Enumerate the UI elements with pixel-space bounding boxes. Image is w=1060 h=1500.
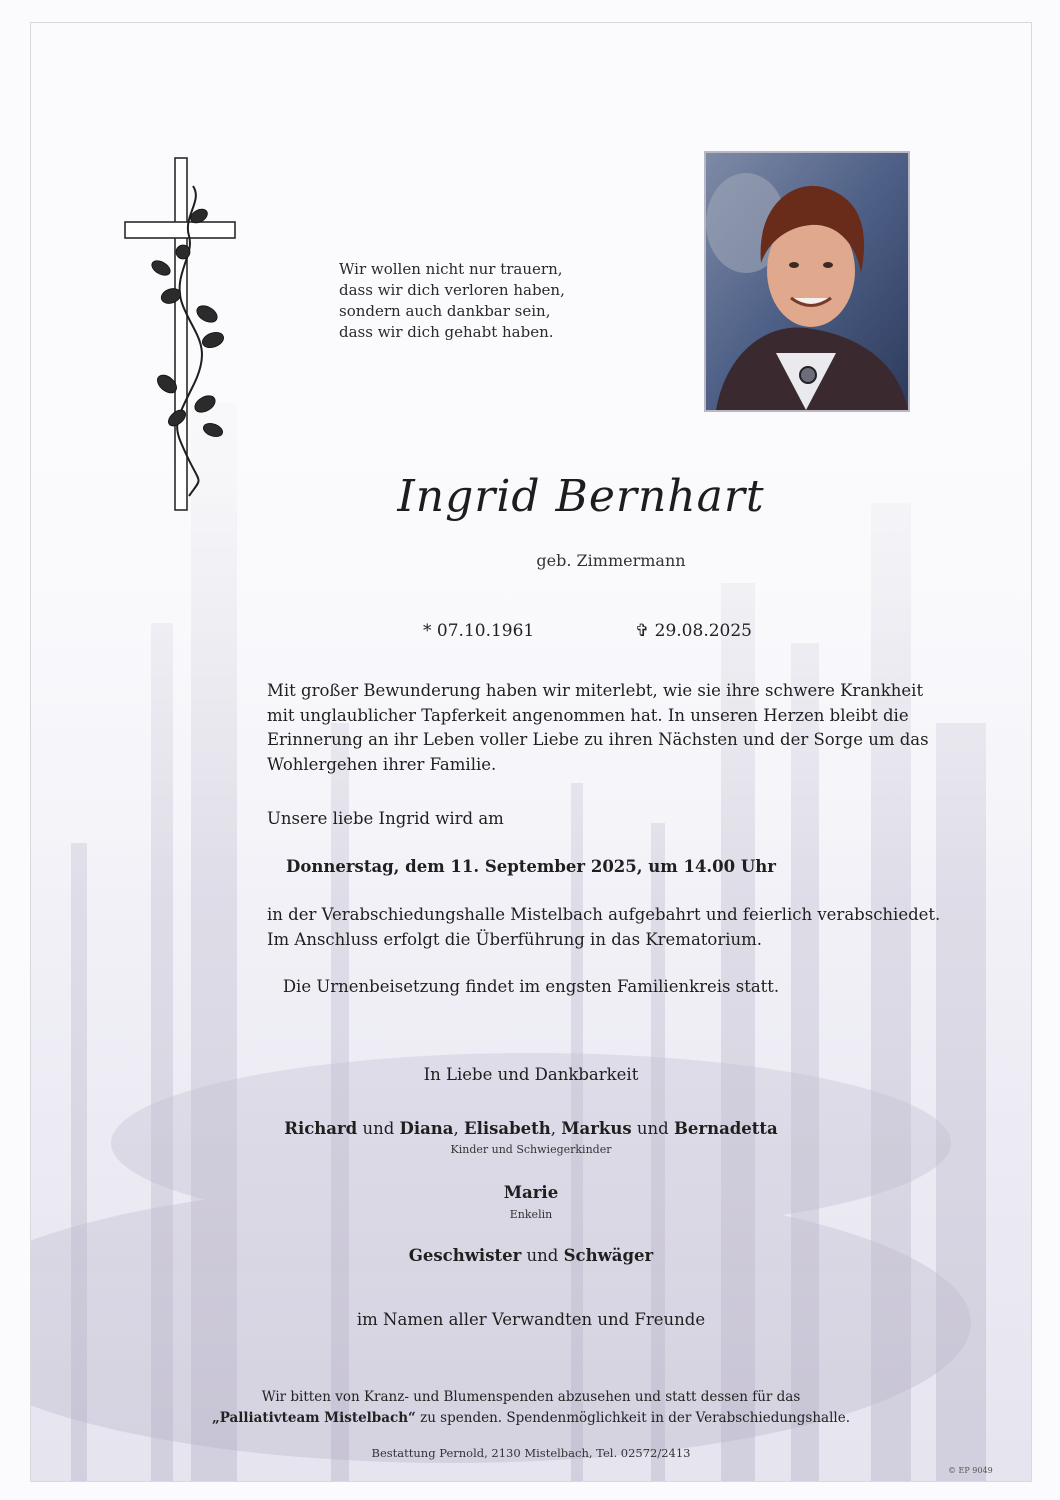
portrait-image [706, 153, 908, 410]
grandchild-name: Marie [503, 1183, 559, 1202]
conjunction: und [631, 1119, 674, 1138]
quote-line: dass wir dich verloren haben, [339, 281, 565, 299]
tribute-line: Mit großer Bewunderung haben wir miterlebt, wie sie ihre schwere Krankheit [267, 681, 924, 700]
mourner-name: Geschwister [408, 1246, 522, 1265]
urn-burial-note: Die Urnenbeisetzung findet im engsten Familienkreis statt. [282, 977, 780, 996]
siblings-line [281, 1246, 781, 1265]
separator: , [453, 1119, 464, 1138]
tribute-line: mit unglaublicher Tapferkeit angenommen hat. In unseren Herzen bleibt die [267, 705, 909, 725]
card-frame [30, 22, 1032, 1482]
donation-rest: zu spenden. Spendenmöglichkeit in der Verabschiedungshalle. [415, 1410, 850, 1426]
death-date: ✞ 29.08.2025 [635, 621, 752, 641]
quote-line: dass wir dich gehabt haben. [339, 323, 554, 341]
separator: , [550, 1119, 562, 1138]
mourner-name: Elisabeth [464, 1119, 551, 1138]
children-role: Kinder und Schwiegerkinder [450, 1143, 612, 1156]
tribute-paragraph [267, 679, 929, 777]
relatives-friends: im Namen aller Verwandten und Freunde [356, 1310, 706, 1329]
ceremony-datetime: Donnerstag, dem 11. September 2025, um 14.00 Uhr [286, 857, 776, 876]
mourner-name: Markus [561, 1119, 632, 1138]
deceased-name: Ingrid Bernhart [397, 471, 765, 522]
closing-words: In Liebe und Dankbarkeit [423, 1065, 639, 1084]
mourner-name: Richard [284, 1119, 358, 1138]
donation-recipient [181, 1410, 881, 1426]
tribute-line: Erinnerung an ihr Leben voller Liebe zu ihren Nächsten und der Sorge um das [267, 730, 929, 749]
ceremony-location: in der Verabschiedungshalle Mistelbach aufgebahrt und feierlich verabschiedet. [267, 905, 941, 924]
maiden-name: geb. Zimmermann [536, 551, 686, 570]
tribute-line: Wohlergehen ihrer Familie. [267, 754, 497, 774]
mourner-name: Schwäger [563, 1246, 654, 1265]
cross-icon [123, 156, 243, 516]
memorial-quote [339, 259, 629, 343]
grandchild-role: Enkelin [509, 1208, 553, 1221]
funeral-home-imprint: Bestattung Pernold, 2130 Mistelbach, Tel. 02572/2413 [371, 1446, 691, 1460]
print-code: © EP 9049 [948, 1466, 993, 1475]
ceremony-transfer: Im Anschluss erfolgt die Überführung in das Krematorium. [267, 930, 763, 949]
conjunction: und [357, 1119, 400, 1138]
portrait-photo [704, 151, 910, 412]
donation-org: „Palliativteam Mistelbach“ [211, 1410, 416, 1426]
mourner-name: Diana [399, 1119, 454, 1138]
ceremony-intro: Unsere liebe Ingrid wird am [267, 809, 504, 828]
donation-note: Wir bitten von Kranz- und Blumenspenden abzusehen und statt dessen für das [261, 1389, 801, 1405]
birth-date: * 07.10.1961 [423, 621, 535, 641]
quote-line: sondern auch dankbar sein, [339, 302, 551, 320]
quote-line: Wir wollen nicht nur trauern, [339, 260, 563, 278]
mourner-name: Bernadetta [673, 1119, 778, 1138]
conjunction: und [521, 1246, 564, 1265]
children-names [231, 1119, 831, 1138]
